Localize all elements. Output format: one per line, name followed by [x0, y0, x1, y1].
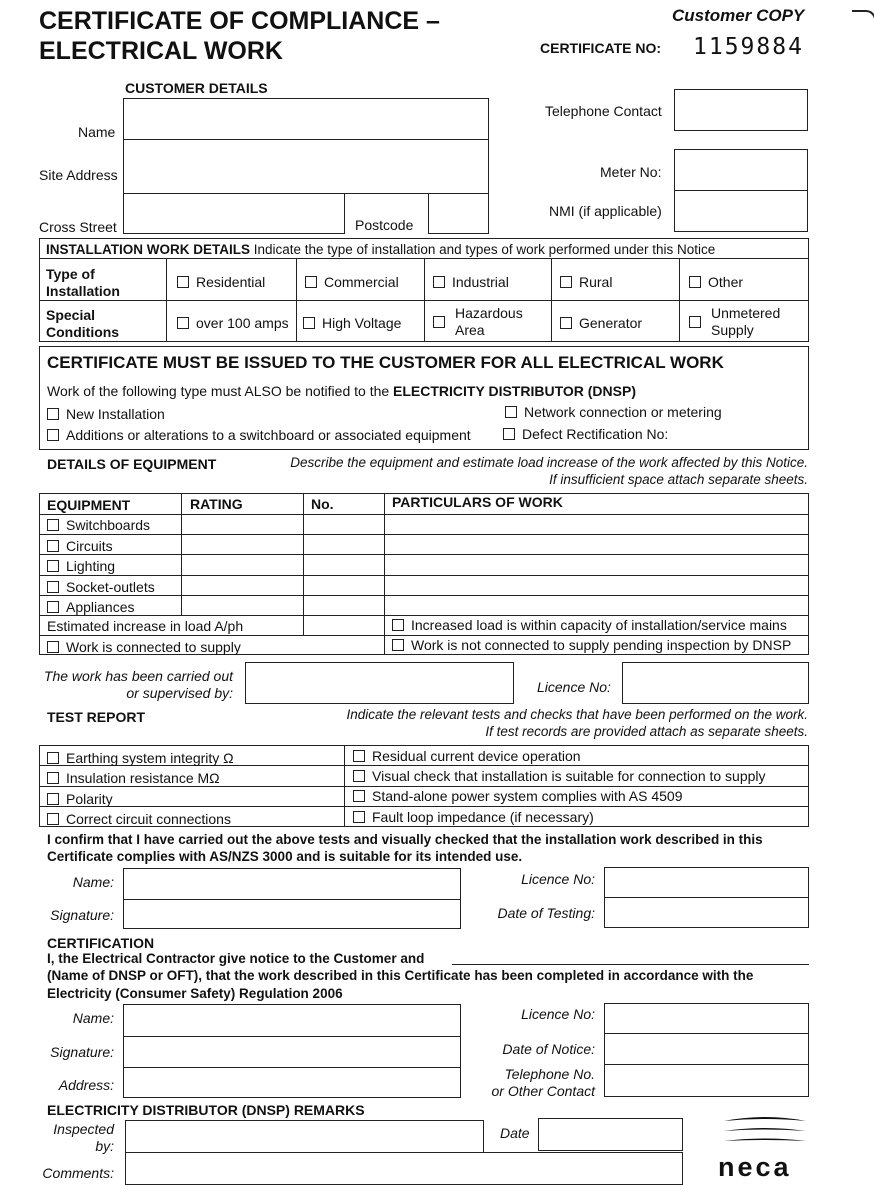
cert-address-field[interactable]: [123, 1067, 461, 1098]
type-other-label: Other: [708, 274, 744, 290]
carried-licence-field[interactable]: [622, 662, 809, 704]
unmetered-supply-checkbox[interactable]: [689, 316, 701, 328]
test-stand-alone[interactable]: [353, 788, 683, 804]
neca-logo-text: neca: [718, 1152, 792, 1182]
estimated-load-label: Estimated increase in load A/ph: [47, 618, 244, 634]
cert-address-label: Address:: [58, 1077, 114, 1093]
dnsp-notice-note: [47, 383, 636, 399]
equip-switchboards[interactable]: [47, 517, 150, 533]
carried-out-label-2: or supervised by:: [126, 685, 233, 701]
work-not-connected[interactable]: [392, 637, 791, 653]
circuit-connections-checkbox[interactable]: [47, 813, 59, 825]
equip-switchboards-label: Switchboards: [66, 517, 151, 533]
nmi-field[interactable]: [674, 190, 808, 232]
sc-high-voltage-label: High Voltage: [322, 315, 402, 331]
cross-street-field[interactable]: [123, 193, 345, 234]
dnsp-notice-heading: CERTIFICATE MUST BE ISSUED TO THE CUSTOMER FOR ALL ELECTRICAL WORK: [47, 353, 724, 372]
increased-load-label: Increased load is within capacity of installation/service mains: [411, 617, 787, 633]
type-rural-label: Rural: [579, 274, 613, 290]
col-equipment: EQUIPMENT: [47, 497, 131, 513]
confirm-licence-label: Licence No:: [521, 871, 595, 887]
postcode-field[interactable]: [428, 193, 489, 234]
sc-over-100-amps[interactable]: [177, 315, 289, 331]
confirm-licence-field[interactable]: [604, 867, 809, 898]
insulation-checkbox[interactable]: [47, 772, 59, 784]
dnsp-name-line[interactable]: [452, 964, 809, 965]
network-connection-checkbox[interactable]: [505, 406, 517, 418]
nmi-label: NMI (if applicable): [549, 203, 662, 219]
corner-mark: [852, 10, 874, 26]
test-polarity-label: Polarity: [66, 791, 113, 807]
work-not-connected-checkbox[interactable]: [392, 639, 404, 651]
opt-network-connection[interactable]: [505, 404, 722, 420]
equipment-heading: DETAILS OF EQUIPMENT: [47, 456, 217, 472]
equip-socket-outlets-label: Socket-outlets: [66, 579, 155, 595]
equip-lighting-label: Lighting: [66, 558, 116, 574]
page-title-line2: ELECTRICAL WORK: [39, 37, 283, 65]
commercial-checkbox[interactable]: [305, 276, 317, 288]
fault-loop-checkbox[interactable]: [353, 811, 365, 823]
cert-signature-field[interactable]: [123, 1036, 461, 1068]
other-checkbox[interactable]: [689, 276, 701, 288]
stand-alone-checkbox[interactable]: [353, 790, 365, 802]
new-installation-checkbox[interactable]: [47, 408, 59, 420]
equipment-desc-1: Describe the equipment and estimate load increase of the work affected by this Notice.: [290, 455, 808, 470]
test-rcd[interactable]: [353, 748, 581, 764]
confirm-date-field[interactable]: [604, 897, 809, 928]
opt-defect-rectification-label: Defect Rectification No:: [522, 426, 669, 442]
switchboards-checkbox[interactable]: [47, 519, 59, 531]
test-earthing[interactable]: [47, 750, 234, 766]
cert-name-field[interactable]: [123, 1004, 461, 1037]
customer-details-heading: CUSTOMER DETAILS: [125, 80, 268, 96]
over-100-amps-checkbox[interactable]: [177, 317, 189, 329]
col-particulars: PARTICULARS OF WORK: [392, 494, 563, 510]
installation-heading-bold: INSTALLATION WORK DETAILS: [46, 242, 250, 257]
test-fault-loop-label: Fault loop impedance (if necessary): [372, 809, 594, 825]
test-circuit-connections[interactable]: [47, 811, 231, 827]
carried-licence-label: Licence No:: [537, 679, 611, 695]
rcd-checkbox[interactable]: [353, 750, 365, 762]
special-conditions-label-1: Special: [46, 307, 96, 323]
certification-text-3: Electricity (Consumer Safety) Regulation 2006: [47, 986, 343, 1001]
remarks-date-field[interactable]: [538, 1118, 683, 1151]
carried-out-by-field[interactable]: [245, 662, 514, 704]
copy-label: Customer COPY: [672, 6, 805, 25]
telephone-label: Telephone Contact: [545, 103, 662, 119]
work-not-connected-label: Work is not connected to supply pending inspection by DNSP: [411, 637, 792, 653]
type-industrial-label: Industrial: [452, 274, 509, 290]
site-address-label: Site Address: [39, 167, 118, 183]
type-commercial[interactable]: [305, 274, 399, 290]
inspected-label-2: by:: [95, 1138, 114, 1154]
test-visual-check[interactable]: [353, 768, 766, 784]
certificate-no-label: CERTIFICATE NO:: [540, 40, 662, 56]
confirm-text-2: Certificate complies with AS/NZS 3000 and is suitable for its intended use.: [47, 849, 523, 864]
equip-appliances-label: Appliances: [66, 599, 135, 615]
confirm-date-label: Date of Testing:: [497, 905, 595, 921]
installation-heading: [46, 242, 715, 258]
work-connected[interactable]: [47, 639, 241, 655]
high-voltage-checkbox[interactable]: [303, 317, 315, 329]
test-desc-1: Indicate the relevant tests and checks that have been performed on the work.: [346, 707, 808, 722]
remarks-date-label: Date: [500, 1125, 530, 1141]
equip-appliances[interactable]: [47, 599, 135, 615]
confirm-name-label: Name:: [72, 874, 114, 890]
name-label: Name: [78, 124, 116, 140]
opt-additions[interactable]: [47, 427, 471, 443]
work-connected-checkbox[interactable]: [47, 641, 59, 653]
dnsp-note-bold: ELECTRICITY DISTRIBUTOR (DNSP): [393, 383, 636, 399]
test-insulation[interactable]: [47, 770, 220, 786]
site-address-field[interactable]: [123, 139, 489, 194]
test-circuit-connections-label: Correct circuit connections: [66, 811, 231, 827]
test-stand-alone-label: Stand-alone power system complies with AS 4509: [372, 788, 683, 804]
col-rating: RATING: [190, 496, 243, 512]
type-residential-label: Residential: [196, 274, 266, 290]
certification-text-2: (Name of DNSP or OFT), that the work described in this Certificate has been completed in accordance with the: [47, 968, 754, 983]
sc-high-voltage[interactable]: [303, 315, 401, 331]
meter-no-label: Meter No:: [600, 164, 662, 180]
type-other[interactable]: [689, 274, 743, 290]
equipment-desc-2: If insufficient space attach separate sheets.: [549, 472, 808, 487]
test-rcd-label: Residual current device operation: [372, 748, 581, 764]
sc-over-100-amps-label: over 100 amps: [196, 315, 289, 331]
remarks-heading: ELECTRICITY DISTRIBUTOR (DNSP) REMARKS: [47, 1102, 365, 1118]
sc-generator-label: Generator: [579, 315, 643, 331]
lighting-checkbox[interactable]: [47, 560, 59, 572]
sc-hazardous-2: Area: [455, 322, 485, 338]
residential-checkbox[interactable]: [177, 276, 189, 288]
test-report-heading: TEST REPORT: [47, 709, 146, 725]
sc-hazardous-1: Hazardous: [455, 305, 523, 321]
inspected-by-field[interactable]: [125, 1120, 484, 1153]
page-title-line1: CERTIFICATE OF COMPLIANCE –: [39, 7, 440, 35]
test-visual-check-label: Visual check that installation is suitable for connection to supply: [372, 768, 766, 784]
socket-outlets-checkbox[interactable]: [47, 581, 59, 593]
installation-heading-rest: Indicate the type of installation and types of work performed under this Notice: [249, 242, 716, 257]
cross-street-label: Cross Street: [39, 219, 117, 235]
confirm-name-field[interactable]: [123, 868, 461, 900]
equip-circuits-label: Circuits: [66, 538, 113, 554]
rural-checkbox[interactable]: [560, 276, 572, 288]
appliances-checkbox[interactable]: [47, 601, 59, 613]
defect-rectification-checkbox[interactable]: [503, 428, 515, 440]
equip-lighting[interactable]: [47, 558, 115, 574]
circuits-checkbox[interactable]: [47, 540, 59, 552]
type-of-installation-label-1: Type of: [46, 266, 95, 282]
work-connected-label: Work is connected to supply: [66, 639, 241, 655]
cert-licence-label: Licence No:: [521, 1006, 595, 1022]
neca-logo-icon: [722, 1113, 808, 1148]
opt-network-connection-label: Network connection or metering: [524, 404, 722, 420]
sc-unmetered-1: Unmetered: [711, 305, 781, 321]
increased-load[interactable]: [392, 617, 787, 633]
increased-load-checkbox[interactable]: [392, 619, 404, 631]
sc-unmetered-2: Supply: [711, 322, 754, 338]
cert-date-label: Date of Notice:: [502, 1041, 595, 1057]
type-residential[interactable]: [177, 274, 265, 290]
test-insulation-label: Insulation resistance MΩ: [66, 770, 220, 786]
cert-tel-label-2: or Other Contact: [491, 1083, 595, 1099]
comments-label: Comments:: [42, 1165, 114, 1181]
polarity-checkbox[interactable]: [47, 793, 59, 805]
customer-name-field[interactable]: [123, 98, 489, 140]
test-earthing-label: Earthing system integrity Ω: [66, 750, 234, 766]
type-commercial-label: Commercial: [324, 274, 399, 290]
special-conditions-label-2: Conditions: [46, 324, 120, 340]
industrial-checkbox[interactable]: [433, 276, 445, 288]
opt-defect-rectification[interactable]: [503, 426, 668, 442]
telephone-field[interactable]: [674, 89, 808, 131]
cert-date-field[interactable]: [604, 1033, 809, 1065]
opt-new-installation[interactable]: [47, 406, 165, 422]
cert-licence-field[interactable]: [604, 1003, 809, 1034]
cert-name-label: Name:: [72, 1010, 114, 1026]
hazardous-area-checkbox[interactable]: [433, 316, 445, 328]
meter-no-field[interactable]: [674, 149, 808, 191]
visual-check-checkbox[interactable]: [353, 770, 365, 782]
certification-heading: CERTIFICATION: [47, 935, 155, 951]
test-fault-loop[interactable]: [353, 809, 594, 825]
type-rural[interactable]: [560, 274, 612, 290]
confirm-signature-label: Signature:: [50, 907, 114, 923]
cert-tel-field[interactable]: [604, 1064, 809, 1097]
certification-text-1: I, the Electrical Contractor give notice to the Customer and: [47, 951, 425, 966]
type-industrial[interactable]: [433, 274, 509, 290]
equip-circuits[interactable]: [47, 538, 113, 554]
sc-generator[interactable]: [560, 315, 642, 331]
opt-additions-label: Additions or alterations to a switchboard or associated equipment: [66, 427, 471, 443]
cert-signature-label: Signature:: [50, 1044, 114, 1060]
type-of-installation-label-2: Installation: [46, 283, 120, 299]
cert-tel-label-1: Telephone No.: [504, 1066, 595, 1082]
confirm-signature-field[interactable]: [123, 899, 461, 929]
generator-checkbox[interactable]: [560, 317, 572, 329]
inspected-label-1: Inspected: [53, 1121, 114, 1137]
earthing-checkbox[interactable]: [47, 752, 59, 764]
col-no: No.: [311, 496, 334, 512]
certificate-no-value: 1159884: [693, 34, 804, 60]
test-polarity[interactable]: [47, 791, 113, 807]
opt-new-installation-label: New Installation: [66, 406, 165, 422]
carried-out-label-1: The work has been carried out: [43, 668, 233, 684]
dnsp-note-pre: Work of the following type must ALSO be notified to the: [47, 383, 394, 399]
postcode-label: Postcode: [355, 217, 414, 233]
test-desc-2: If test records are provided attach as separate sheets.: [485, 724, 808, 739]
additions-checkbox[interactable]: [47, 429, 59, 441]
confirm-text-1: I confirm that I have carried out the above tests and visually checked that the installation work described in this: [47, 832, 763, 847]
comments-field[interactable]: [125, 1152, 683, 1185]
equip-socket-outlets[interactable]: [47, 579, 155, 595]
